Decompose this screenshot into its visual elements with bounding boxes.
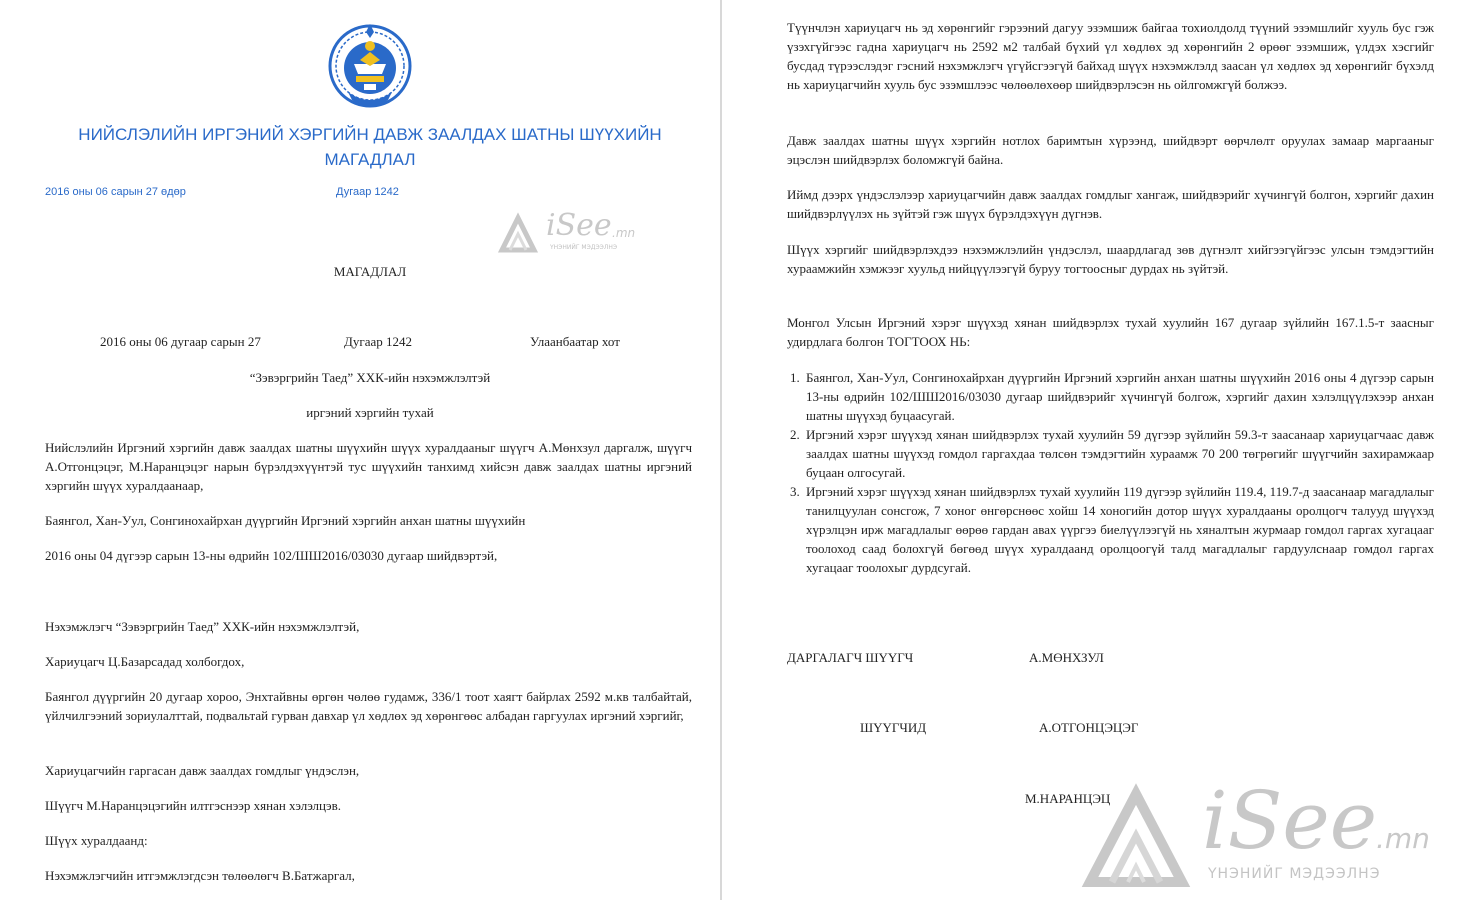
document-page-left bbox=[0, 0, 720, 900]
paragraph: Нэхэмжлэгчийн итгэмжлэгдсэн төлөөлөгч В.Батжаргал, bbox=[45, 868, 355, 883]
paragraph: Баянгол дүүргийн 20 дугаар хороо, Энхтайвны өргөн чөлөө гудамж, 336/1 тоот хаягт байрлах 2592 м.кв талбайтай, үйлчилгээний зориулалттай, подвальтай гурван давхар үл хөдлөх эд хөрөнгөөс албадан гаргуулах иргэний хэргийг, bbox=[45, 689, 692, 723]
paragraph: Баянгол, Хан-Уул, Сонгинохайрхан дүүргийн Иргэний хэргийн анхан шатны шүүхийн bbox=[45, 513, 526, 528]
judges-label: ШҮҮГЧИД bbox=[860, 720, 927, 735]
paragraph: Давж заалдах шатны шүүх хэргийн нотлох баримтын хүрээнд, шийдвэрт өөрчлөлт оруулах замаар маргааныг эцэслэн шийдвэрлэх боломжгүй байна. bbox=[787, 133, 1434, 167]
presiding-judge-name: А.МӨНХЗУЛ bbox=[1029, 650, 1104, 665]
case-plaintiff-line: “Зэвэргрийн Таед” ХХК-ийн нэхэмжлэлтэй bbox=[249, 370, 491, 385]
watermark-brand: iSee bbox=[546, 208, 612, 243]
judge-name-1: А.ОТГОНЦЭЦЭГ bbox=[1039, 720, 1139, 735]
isee-watermark-small bbox=[494, 210, 644, 260]
header-date: 2016 оны 06 сарын 27 өдөр bbox=[45, 186, 186, 198]
isee-watermark-large bbox=[1076, 776, 1448, 896]
paragraph: Хариуцагчийн гаргасан давж заалдах гомдлыг үндэслэн, bbox=[45, 763, 360, 778]
paragraph: Нэхэмжлэгч “Зэвэргрийн Таед” ХХК-ийн нэхэмжлэлтэй, bbox=[45, 619, 360, 634]
decision-item bbox=[790, 368, 1434, 425]
paragraph: 2016 оны 04 дүгээр сарын 13-ны өдрийн 102/ШШ2016/03030 дугаар шийдвэртэй, bbox=[45, 548, 498, 563]
watermark-tld: .mn bbox=[1376, 822, 1430, 855]
watermark-tagline: ҮНЭНИЙГ МЭДЭЭЛНЭ bbox=[550, 244, 618, 251]
presiding-judge-label: ДАРГАЛАГЧ ШҮҮГЧ bbox=[787, 650, 914, 665]
decision-item bbox=[790, 425, 1434, 482]
decision-text: Баянгол, Хан-Уул, Сонгинохайрхан дүүргийн Иргэний хэргийн анхан шатны шүүхийн 2016 оны 4 дүгээр сарын 13-ны өдрийн 102/ШШ2016/03030 дугаар шийдвэрийг хүчингүй болгож, хэргийг дахин хэлэлцүүлэхээр анхан шатны шүүхэд буцаасугай. bbox=[806, 370, 1434, 423]
court-title: НИЙСЛЭЛИЙН ИРГЭНИЙ ХЭРГИЙН ДАВЖ ЗААЛДАХ ШАТНЫ ШҮҮХИЙН МАГАДЛАЛ bbox=[78, 125, 662, 169]
case-subject-line: иргэний хэргийн тухай bbox=[306, 405, 434, 420]
judge-name-2: М.НАРАНЦЭЦ bbox=[1025, 791, 1111, 806]
header-number: Дугаар 1242 bbox=[336, 186, 399, 198]
decision-text: Иргэний хэрэг шүүхэд хянан шийдвэрлэх тухай хуулийн 119 дүгээр зүйлийн 119.4, 119.7-д заасанаар магадлалыг танилцуулан сонсгож, 7 хоног өнгөрснөөс хойш 14 хоногийн дотор шүүх хуралдааны оролцогч талууд шүүхэд хүрэлцэн ирж магадлалыг өөрөө гардан авах үүргээ биелүүлээгүй нь хяналтын журмаар гомдол гаргах хугацааг тоолоход саад болохгүй бөгөөд шүүх хуралдаанд оролцоогүй талд магадлалыг гардуулснаар гомдол гаргах хугацааг тоолохыг дурдсугай. bbox=[806, 484, 1434, 575]
watermark-tld: .mn bbox=[612, 226, 636, 240]
paragraph: Шүүх хэргийг шийдвэрлэхдээ нэхэмжлэлийн үндэслэл, шаардлагад зөв дүгнэлт хийгээгүйгээс улсын тэмдэгтийн хураамжийн хэмжээг хуульд нийцүүлээгүй буруу тогтоосныг дурдах нь зүйтэй. bbox=[787, 242, 1434, 276]
info-date: 2016 оны 06 дугаар сарын 27 bbox=[100, 334, 261, 349]
decision-number: 3. bbox=[790, 484, 800, 499]
paragraph: Шүүгч М.Наранцэцэгийн илтгэснээр хянан хэлэлцэв. bbox=[45, 798, 341, 813]
watermark-brand: iSee bbox=[1202, 774, 1378, 867]
doc-type-heading: МАГАДЛАЛ bbox=[333, 264, 407, 279]
state-emblem-icon bbox=[326, 16, 414, 116]
paragraph: Монгол Улсын Иргэний хэрэг шүүхэд хянан шийдвэрлэх тухай хуулийн 167 дугаар зүйлийн 167.1.5-т заасныг удирдлага болгон ТОГТООХ НЬ: bbox=[787, 315, 1434, 349]
paragraph: Түүнчлэн хариуцагч нь эд хөрөнгийг гэрээний дагуу эзэмшиж байгаа тохиолдолд түүний эзэмшлийг хууль бус гэж үзэхгүйгээс гадна хариуцагч нь 2592 м2 талбай бүхий үл хөдлөх эд хөрөнгийн 2 өрөөг эзэмшиж, үлдэх хэсгийг бусдад түрээслэдэг гэсний нэхэмжлэгч үгүйсгээгүй байхад шүүх нэхэмжлэлд заасан үл хөдлөх эд хөрөнгийг бүхэлд нь хариуцагчийн хууль бус эзэмшлээс чөлөөлөхөөр шийдвэрлэсэн нь ойлгомжгүй болжээ. bbox=[787, 20, 1434, 92]
watermark-tagline: ҮНЭНИЙГ МЭДЭЭЛНЭ bbox=[1208, 866, 1381, 882]
decision-list bbox=[790, 368, 1434, 577]
decision-item bbox=[790, 482, 1434, 577]
paragraph: Хариуцагч Ц.Базарсадад холбогдох, bbox=[45, 654, 245, 669]
paragraph: Иймд дээрх үндэслэлээр хариуцагчийн давж заалдах гомдлыг хангаж, шийдвэрийг хүчингүй болгон, хэргийг дахин шийдвэрлүүлэх нь зүйтэй гэж шүүх бүрэлдэхүүн дүгнэв. bbox=[787, 187, 1434, 221]
paragraph: Нийслэлийн Иргэний хэргийн давж заалдах шатны шүүхийн шүүх хуралдааныг шүүгч А.Мөнхзул даргалж, шүүгч А.Отгонцэцэг, М.Наранцэцэг нарын бүрэлдэхүүнтэй тус шүүхийн танхимд хийсэн давж заалдах шатны иргэний хэргийн шүүх хуралдаанаар, bbox=[45, 440, 692, 493]
isee-logo-icon bbox=[1076, 782, 1196, 892]
paragraph: Шүүх хуралдаанд: bbox=[45, 833, 148, 848]
info-place: Улаанбаатар хот bbox=[530, 334, 620, 349]
decision-number: 1. bbox=[790, 370, 800, 385]
decision-text: Иргэний хэрэг шүүхэд хянан шийдвэрлэх тухай хуулийн 59 дүгээр зүйлийн 59.3-т заасанаар хариуцагчаас давж заалдах шатны шүүхэд гомдол гаргахдаа төлсөн тэмдэгтийн хураамж 70 200 төгрөгийг шүүгчийн захирамжаар буцаан олгосугай. bbox=[806, 427, 1434, 480]
decision-number: 2. bbox=[790, 427, 800, 442]
info-number: Дугаар 1242 bbox=[344, 334, 412, 349]
